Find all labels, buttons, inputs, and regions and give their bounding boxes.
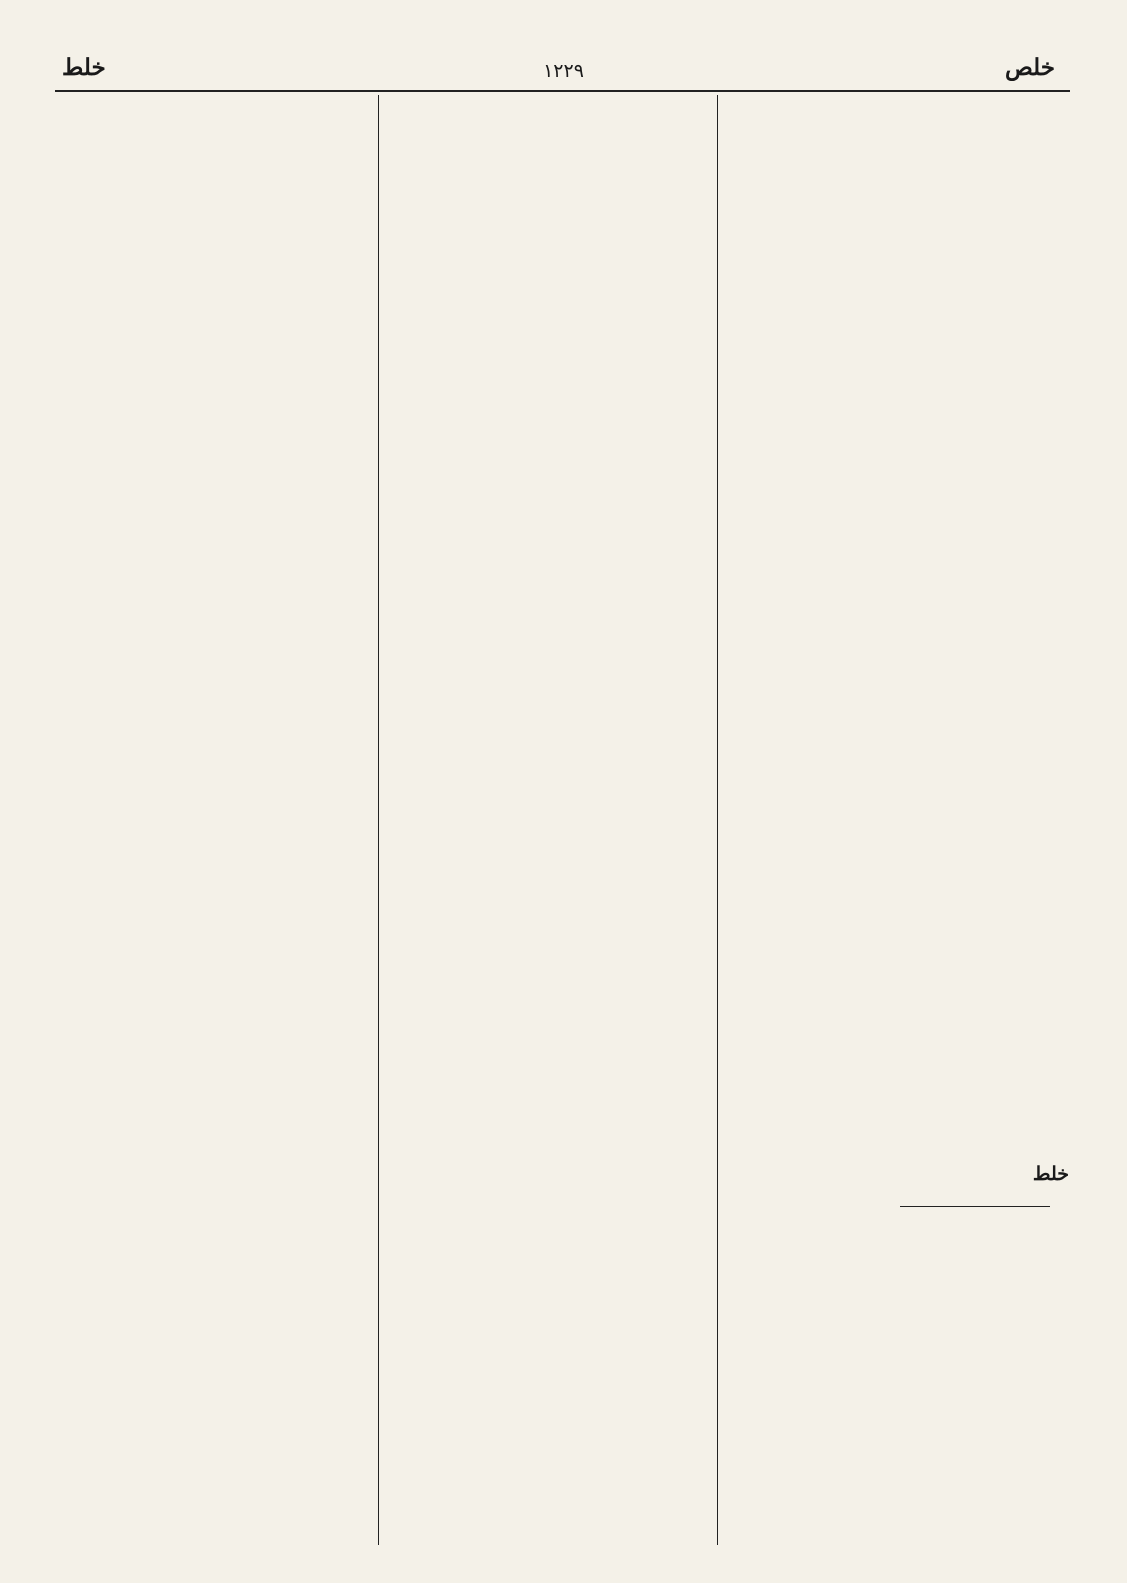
page-number: ١٢٢٩ [543,60,584,82]
footnote-rule [900,1206,1050,1207]
header-rule [55,90,1070,92]
column-divider-right [717,95,718,1545]
running-head-right: خلص [1004,54,1055,81]
column-divider-left [378,95,379,1545]
entry-headword: خلط [1032,1163,1069,1185]
running-head-left: خلط [62,54,106,81]
